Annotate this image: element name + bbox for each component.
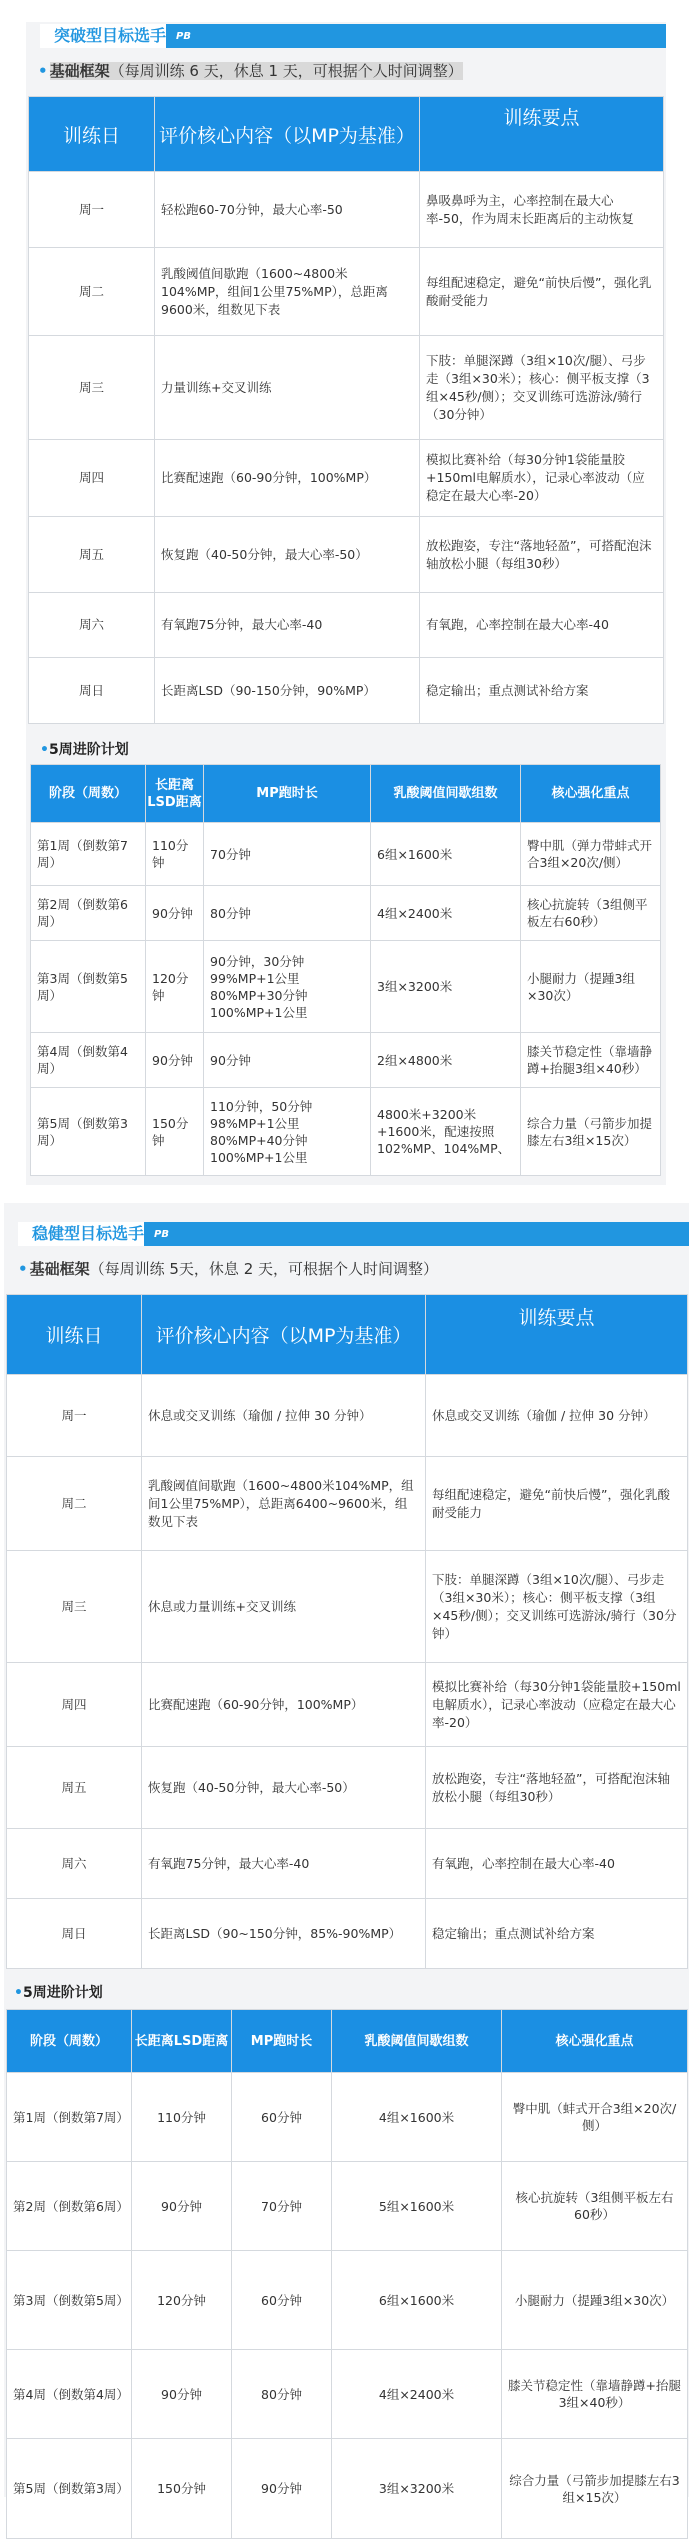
table-row [31, 886, 661, 941]
interval-cell: 3组×3200米 [332, 2439, 502, 2539]
content-cell: 有氧跑75分钟，最大心率-40 [142, 1829, 426, 1899]
pb-badge: PB [154, 1228, 169, 1240]
header-mp: MP跑时长 [232, 2010, 332, 2073]
mp-cell: 110分钟，50分钟98%MP+1公里80%MP+40分钟100%MP+1公里 [204, 1088, 371, 1176]
bullet-icon: • [14, 1985, 23, 2001]
table-row [31, 1033, 661, 1088]
progression-heading [40, 739, 129, 759]
header-day: 训练日 [7, 1295, 142, 1375]
header-content: 评价核心内容（以MP为基准） [155, 97, 420, 172]
interval-cell: 2组×4800米 [371, 1033, 521, 1088]
content-cell: 休息或力量训练+交叉训练 [142, 1551, 426, 1663]
points-cell: 模拟比赛补给（每30分钟1袋能量胶+150ml电解质水），记录心率波动（应稳定在最大心率-20） [420, 440, 664, 517]
interval-cell: 5组×1600米 [332, 2162, 502, 2251]
day-cell: 周二 [29, 248, 155, 336]
table-row [31, 941, 661, 1033]
header-stage: 阶段（周数） [31, 765, 146, 823]
points-cell: 鼻吸鼻呼为主，心率控制在最大心率-50，作为周末长距离后的主动恢复 [420, 172, 664, 248]
points-cell: 放松跑姿，专注“落地轻盈”，可搭配泡沫轴放松小腿（每组30秒） [420, 517, 664, 593]
mp-cell: 80分钟 [232, 2350, 332, 2439]
bullet-icon: • [38, 62, 48, 80]
table-row [7, 1829, 688, 1899]
table-row [7, 2162, 688, 2251]
content-cell: 恢复跑（40-50分钟，最大心率-50） [155, 517, 420, 593]
lsd-cell: 90分钟 [132, 2162, 232, 2251]
lsd-cell: 90分钟 [146, 1033, 204, 1088]
interval-cell: 4800米+3200米+1600米，配速按照102%MP、104%MP、 [371, 1088, 521, 1176]
day-cell: 周日 [29, 658, 155, 724]
core-cell: 臀中肌（弹力带蚌式开合3组×20次/侧） [521, 823, 661, 886]
day-cell: 周四 [7, 1663, 142, 1747]
bullet-icon: • [40, 742, 49, 758]
table-row [29, 172, 664, 248]
framework-heading [18, 1258, 438, 1280]
table-row [29, 336, 664, 440]
day-cell: 周五 [29, 517, 155, 593]
table-row [7, 1899, 688, 1969]
interval-cell: 3组×3200米 [371, 941, 521, 1033]
day-cell: 周三 [29, 336, 155, 440]
points-cell: 稳定输出；重点测试补给方案 [420, 658, 664, 724]
table-row [7, 1457, 688, 1551]
core-cell: 核心抗旋转（3组侧平板左右60秒） [521, 886, 661, 941]
points-cell: 休息或交叉训练（瑜伽 / 拉伸 30 分钟） [426, 1375, 688, 1457]
header-lsd: 长距离LSD距离 [146, 765, 204, 823]
framework-heading [38, 60, 463, 82]
mp-cell: 70分钟 [204, 823, 371, 886]
stage-cell: 第1周（倒数第7周） [7, 2073, 132, 2162]
lsd-cell: 120分钟 [132, 2251, 232, 2350]
stage-cell: 第2周（倒数第6周） [7, 2162, 132, 2251]
header-day: 训练日 [29, 97, 155, 172]
points-cell: 放松跑姿，专注“落地轻盈”，可搭配泡沫轴放松小腿（每组30秒） [426, 1747, 688, 1829]
mp-cell: 90分钟 [204, 1033, 371, 1088]
core-cell: 膝关节稳定性（靠墙静蹲+抬腿3组×40秒） [502, 2350, 688, 2439]
mp-cell: 90分钟 [232, 2439, 332, 2539]
table-row [7, 1551, 688, 1663]
day-cell: 周二 [7, 1457, 142, 1551]
mp-cell: 70分钟 [232, 2162, 332, 2251]
framework-label: 基础框架 [29, 1260, 90, 1278]
stage-cell: 第2周（倒数第6周） [31, 886, 146, 941]
table-row [29, 440, 664, 517]
stage-cell: 第4周（倒数第4周） [7, 2350, 132, 2439]
content-cell: 比赛配速跑（60-90分钟，100%MP） [155, 440, 420, 517]
content-cell: 比赛配速跑（60-90分钟，100%MP） [142, 1663, 426, 1747]
table-header-row [31, 765, 661, 823]
lsd-cell: 110分钟 [146, 823, 204, 886]
bullet-icon: • [18, 1260, 28, 1278]
header-points: 训练要点 [420, 97, 664, 172]
points-cell: 下肢：单腿深蹲（3组×10次/腿）、弓步走（3组×30米）；核心：侧平板支撑（3组×45秒/侧）；交叉训练可选游泳/骑行（30分钟） [420, 336, 664, 440]
table-row [31, 1088, 661, 1176]
header-core: 核心强化重点 [521, 765, 661, 823]
stage-cell: 第3周（倒数第5周） [7, 2251, 132, 2350]
lsd-cell: 90分钟 [146, 886, 204, 941]
interval-cell: 4组×2400米 [332, 2350, 502, 2439]
stage-cell: 第3周（倒数第5周） [31, 941, 146, 1033]
table-row [7, 2251, 688, 2350]
table-row [29, 658, 664, 724]
interval-cell: 6组×1600米 [332, 2251, 502, 2350]
progression-heading [14, 1982, 103, 2002]
content-cell: 休息或交叉训练（瑜伽 / 拉伸 30 分钟） [142, 1375, 426, 1457]
content-cell: 长距离LSD（90~150分钟，85%-90%MP） [142, 1899, 426, 1969]
header-points: 训练要点 [426, 1295, 688, 1375]
pb-badge: PB [176, 30, 191, 42]
header-lsd: 长距离LSD距离 [132, 2010, 232, 2073]
content-cell: 有氧跑75分钟，最大心率-40 [155, 593, 420, 658]
points-cell: 有氧跑，心率控制在最大心率-40 [426, 1829, 688, 1899]
progression-label: 5周进阶计划 [48, 742, 129, 758]
day-cell: 周一 [7, 1375, 142, 1457]
table-row [7, 2439, 688, 2539]
table-row [7, 1663, 688, 1747]
table-row [31, 823, 661, 886]
header-core: 核心强化重点 [502, 2010, 688, 2073]
day-cell: 周六 [7, 1829, 142, 1899]
framework-note: （每周训练 5天，休息 2 天，可根据个人时间调整） [89, 1260, 439, 1278]
core-cell: 膝关节稳定性（靠墙静蹲+抬腿3组×40秒） [521, 1033, 661, 1088]
section-title: 突破型目标选手 [40, 24, 166, 48]
section-banner-breakthrough [40, 24, 666, 48]
section-title: 稳健型目标选手 [18, 1222, 144, 1246]
progression-table [6, 2009, 688, 2539]
lsd-cell: 150分钟 [132, 2439, 232, 2539]
stage-cell: 第1周（倒数第7周） [31, 823, 146, 886]
table-header-row [7, 2010, 688, 2073]
content-cell: 力量训练+交叉训练 [155, 336, 420, 440]
day-cell: 周一 [29, 172, 155, 248]
content-cell: 长距离LSD（90-150分钟，90%MP） [155, 658, 420, 724]
points-cell: 每组配速稳定，避免“前快后慢”，强化乳酸耐受能力 [426, 1457, 688, 1551]
points-cell: 有氧跑，心率控制在最大心率-40 [420, 593, 664, 658]
content-cell: 乳酸阈值间歇跑（1600~4800米104%MP，组间1公里75%MP），总距离6400~9600米，组数见下表 [142, 1457, 426, 1551]
interval-cell: 4组×2400米 [371, 886, 521, 941]
mp-cell: 80分钟 [204, 886, 371, 941]
core-cell: 核心抗旋转（3组侧平板左右60秒） [502, 2162, 688, 2251]
day-cell: 周四 [29, 440, 155, 517]
banner-bar [166, 24, 666, 48]
table-row [29, 593, 664, 658]
mp-cell: 90分钟，30分钟99%MP+1公里80%MP+30分钟100%MP+1公里 [204, 941, 371, 1033]
core-cell: 小腿耐力（提踵3组×30次） [502, 2251, 688, 2350]
points-cell: 稳定输出；重点测试补给方案 [426, 1899, 688, 1969]
stage-cell: 第4周（倒数第4周） [31, 1033, 146, 1088]
core-cell: 综合力量（弓箭步加提膝左右3组×15次） [502, 2439, 688, 2539]
table-row [7, 1747, 688, 1829]
stage-cell: 第5周（倒数第3周） [7, 2439, 132, 2539]
day-cell: 周五 [7, 1747, 142, 1829]
mp-cell: 60分钟 [232, 2073, 332, 2162]
section-banner-steady [18, 1222, 689, 1246]
header-stage: 阶段（周数） [7, 2010, 132, 2073]
lsd-cell: 90分钟 [132, 2350, 232, 2439]
header-interval: 乳酸阈值间歇组数 [332, 2010, 502, 2073]
table-row [7, 2073, 688, 2162]
interval-cell: 4组×1600米 [332, 2073, 502, 2162]
lsd-cell: 150分钟 [146, 1088, 204, 1176]
day-cell: 周日 [7, 1899, 142, 1969]
table-header-row [29, 97, 664, 172]
core-cell: 综合力量（弓箭步加提膝左右3组×15次） [521, 1088, 661, 1176]
content-cell: 乳酸阈值间歇跑（1600~4800米104%MP，组间1公里75%MP），总距离9600米，组数见下表 [155, 248, 420, 336]
table-row [29, 517, 664, 593]
header-content: 评价核心内容（以MP为基准） [142, 1295, 426, 1375]
framework-note: （每周训练 6 天，休息 1 天，可根据个人时间调整） [109, 62, 463, 80]
progression-label: 5周进阶计划 [22, 1985, 103, 2001]
framework-label: 基础框架 [49, 62, 110, 80]
lsd-cell: 120分钟 [146, 941, 204, 1033]
points-cell: 模拟比赛补给（每30分钟1袋能量胶+150ml电解质水），记录心率波动（应稳定在最大心率-20） [426, 1663, 688, 1747]
mp-cell: 60分钟 [232, 2251, 332, 2350]
weekly-plan-table [6, 1294, 688, 1969]
content-cell: 轻松跑60-70分钟，最大心率-50 [155, 172, 420, 248]
table-row [29, 248, 664, 336]
table-row [7, 1375, 688, 1457]
banner-bar [144, 1222, 689, 1246]
lsd-cell: 110分钟 [132, 2073, 232, 2162]
points-cell: 每组配速稳定，避免“前快后慢”，强化乳酸耐受能力 [420, 248, 664, 336]
header-mp: MP跑时长 [204, 765, 371, 823]
core-cell: 小腿耐力（提踵3组×30次） [521, 941, 661, 1033]
core-cell: 臀中肌（蚌式开合3组×20次/侧） [502, 2073, 688, 2162]
interval-cell: 6组×1600米 [371, 823, 521, 886]
header-interval: 乳酸阈值间歇组数 [371, 765, 521, 823]
table-header-row [7, 1295, 688, 1375]
stage-cell: 第5周（倒数第3周） [31, 1088, 146, 1176]
day-cell: 周三 [7, 1551, 142, 1663]
weekly-plan-table [28, 96, 664, 724]
day-cell: 周六 [29, 593, 155, 658]
progression-table [30, 764, 661, 1176]
table-row [7, 2350, 688, 2439]
points-cell: 下肢：单腿深蹲（3组×10次/腿）、弓步走（3组×30米）；核心：侧平板支撑（3组×45秒/侧）；交叉训练可选游泳/骑行（30分钟） [426, 1551, 688, 1663]
content-cell: 恢复跑（40-50分钟，最大心率-50） [142, 1747, 426, 1829]
